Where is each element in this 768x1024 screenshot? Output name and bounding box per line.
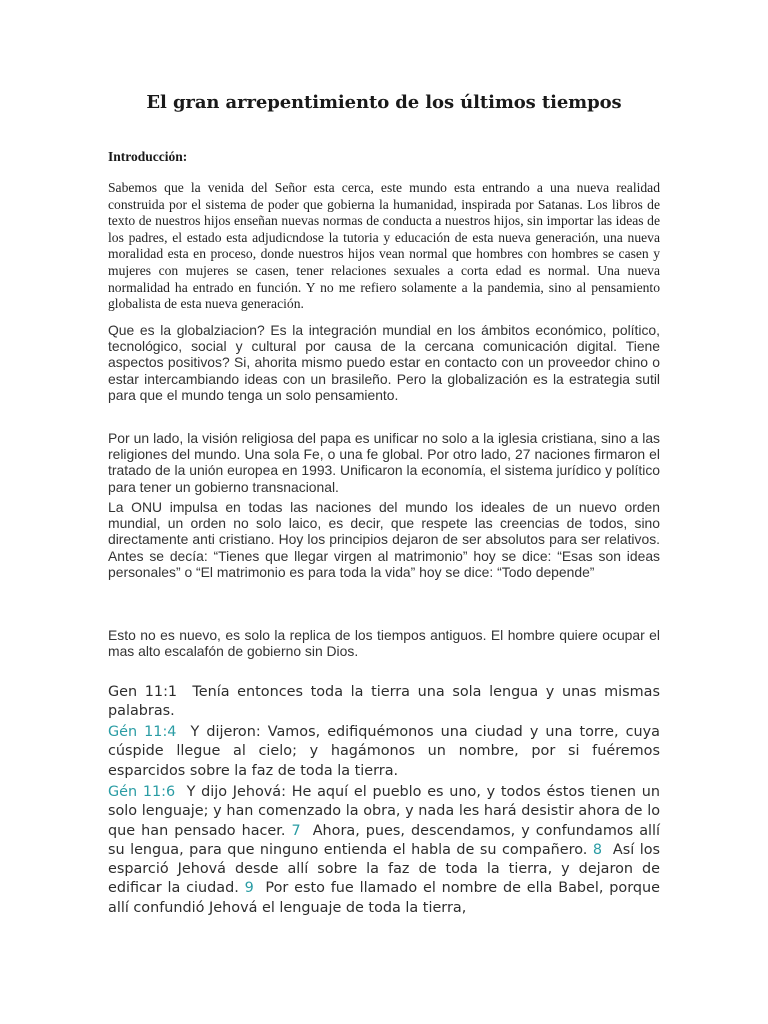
papa-paragraph: Por un lado, la visión religiosa del papa es unificar no solo a la iglesia cristiana, sino a las religiones del mundo. Una sola Fe, o una fe global. Por otro lado, 27 naciones firmaron el tratado de la unión europea en 1993. Unificaron la economía, el sistema jurídico y político para tener un gobierno transnacional. xyxy=(108,430,660,495)
nuevo-paragraph: Esto no es nuevo, es solo la replica de los tiempos antiguos. El hombre quiere ocupar el mas alto escalafón de gobierno sin Dios. xyxy=(108,627,660,660)
verse-gen-11-1 xyxy=(108,683,660,722)
verse-number-link[interactable]: 8 xyxy=(592,841,602,858)
intro-heading: Introducción: xyxy=(108,149,188,164)
verse-text: Tenía entonces toda la tierra una sola lengua y unas mismas palabras. xyxy=(108,684,661,720)
verse-number-link[interactable]: 7 xyxy=(291,822,301,839)
verse-reference-link[interactable]: Gén 11:4 xyxy=(108,724,177,740)
verse-gen-11-6 xyxy=(108,783,660,918)
verse-reference-link[interactable]: Gén 11:6 xyxy=(108,784,176,800)
verse-text: Y dijo Jehová: He aquí el pueblo es uno, y todos éstos tienen un solo lenguaje; y han comenzado la obra, y nada les hará desistir ahora de lo que han pensado hacer. xyxy=(108,784,661,839)
verse-text: Por esto fue llamado el nombre de ella Babel, porque allí confundió Jehová el lenguaje de toda la tierra, xyxy=(108,880,660,916)
verse-text: Ahora, pues, descendamos, y confundamos allí su lengua, para que ninguno entienda el habla de su compañero. xyxy=(108,822,661,858)
globalization-paragraph: Que es la globalziacion? Es la integración mundial en los ámbitos económico, político, tecnológico, social y cultural por causa de la cercana comunicación digital. Tiene aspectos positivos? Si, ahorita mismo puedo estar en contacto con un proveedor chino o estar intercambiando ideas con un brasileño. Pero la globalización es la estrategia sutil para que el mundo tenga un solo pensamiento. xyxy=(108,322,660,403)
onu-paragraph: La ONU impulsa en todas las naciones del mundo los ideales de un nuevo orden mundial, un orden no solo laico, es decir, que respete las creencias de todos, sino directamente anti cristiano. Hoy los principios dejaron de ser absolutos para ser relativos. Antes se decía: “Tienes que llegar virgen al matrimonio” hoy se dice: “Esas son ideas personales” o “El matrimonio es para toda la vida” hoy se dice: “Todo depende” xyxy=(108,499,660,580)
intro-paragraph: Sabemos que la venida del Señor esta cerca, este mundo esta entrando a una nueva realidad construida por el sistema de poder que gobierna la humanidad, inspirada por Satanas. Los libros de texto de nuestros hijos enseñan nuevas normas de conducta a nuestros hijos, sin importar las ideas de los padres, el estado esta adjudicndose la tutoria y educación de esta nueva generación, una nueva moralidad esta en proceso, donde nuestros hijos vean normal que hombres con hombres se casen y mujeres con mujeres se casen, tener relaciones sexuales a corta edad es normal. Una nueva normalidad ha entrado en función. Y no me refiero solamente a la pandemia, sino al pensamiento globalista de esta nueva generación. xyxy=(108,180,660,312)
verse-text: Y dijeron: Vamos, edifiquémonos una ciudad y una torre, cuya cúspide llegue al cielo; y hagámonos un nombre, por si fuéremos esparcidos sobre la faz de toda la tierra. xyxy=(108,724,660,779)
document-title: El gran arrepentimiento de los últimos tiempos xyxy=(146,92,622,113)
verse-text: Así los esparció Jehová desde allí sobre la faz de toda la tierra, y dejaron de edificar la ciudad. xyxy=(108,841,660,897)
verse-reference: Gen 11:1 xyxy=(108,684,178,700)
verse-number-link[interactable]: 9 xyxy=(244,880,254,897)
verse-gen-11-4 xyxy=(108,723,660,781)
